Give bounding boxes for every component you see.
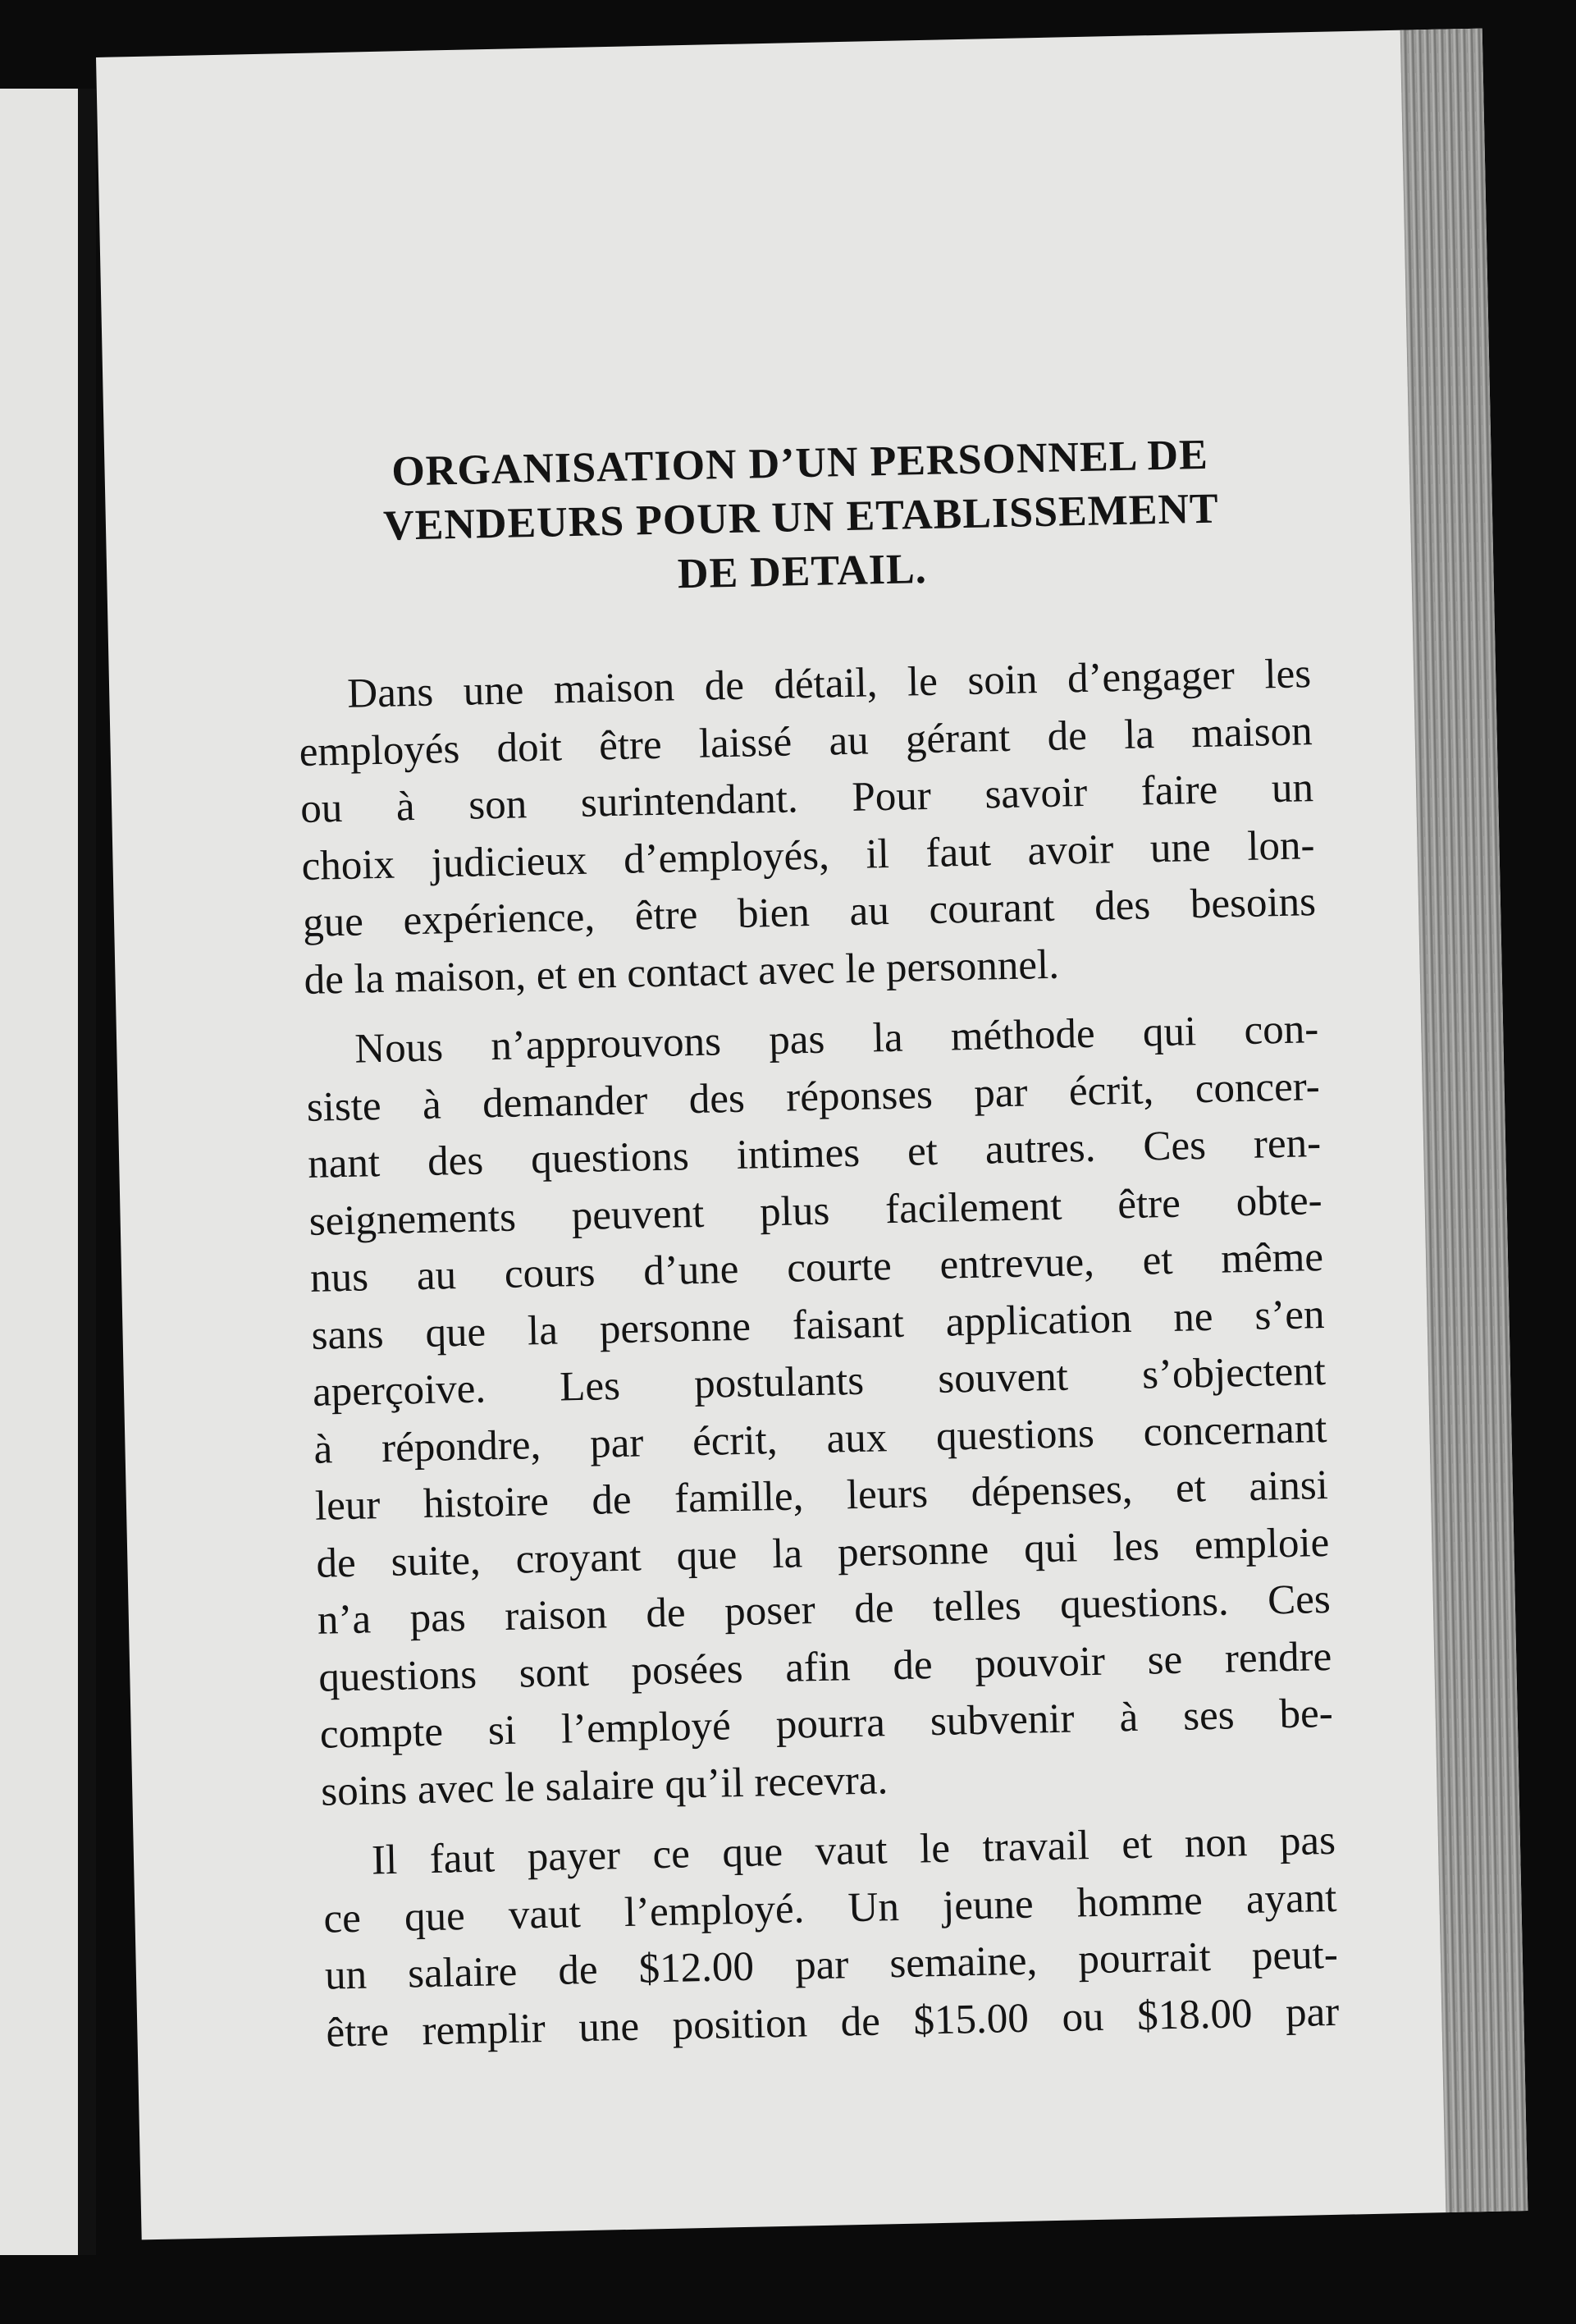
text-line: un salaire de $12.00 par semaine, pourrait peut- [324,1931,1339,1999]
book-page [96,29,1528,2240]
text-line: ou à son surintendant. Pour savoir faire un [299,765,1314,832]
chapter-heading [293,426,1309,610]
text-line: Il faut payer ce que vaut le travail et non pas [371,1817,1336,1884]
page-text [293,426,1340,2075]
text-line: de suite, croyant que la personne qui les emploie [315,1519,1330,1587]
paragraph-1 [298,646,1318,1009]
text-line: ce que vaut l’employé. Un jeune homme ayant [322,1874,1337,1942]
left-page-margin [0,89,78,2255]
text-line: sans que la personne faisant application ne s’en [311,1291,1325,1359]
page-fore-edge [1400,29,1528,2213]
heading-line-3: DE DETAIL. [677,545,928,598]
paragraph-2 [305,1001,1335,1821]
text-line: Dans une maison de détail, le soin d’engager les [346,651,1312,717]
text-line: choix judicieux d’employés, il faut avoir une lon- [301,821,1316,890]
text-line: questions sont posées afin de pouvoir se rendre [317,1633,1332,1701]
text-line: soins avec le salaire qu’il recevra. [320,1756,888,1815]
text-line: de la maison, et en contact avec le personnel. [304,941,1060,1004]
text-line: employés doit être laissé au gérant de la maison [299,707,1313,775]
text-line: gue expérience, être bien au courant des besoins [302,879,1317,946]
text-line: nus au cours d’une courte entrevue, et même [309,1233,1324,1302]
text-line: seignements peuvent plus facilement être obte- [308,1177,1323,1245]
text-line: Nous n’approuvons pas la méthode qui con- [354,1006,1319,1073]
heading-line-1: ORGANISATION D’UN PERSONNEL DE [391,431,1209,496]
text-line: n’a pas raison de poser de telles questions. Ces [317,1576,1332,1644]
text-line: compte si l’employé pourra subvenir à ses be- [319,1690,1334,1758]
text-line: siste à demander des réponses par écrit, concer- [306,1063,1321,1131]
text-line: aperçoive. Les postulants souvent s’objectent [312,1347,1327,1416]
heading-line-2: VENDEURS POUR UN ETABLISSEMENT [382,485,1220,550]
text-line: leur histoire de famille, leurs dépenses, et ainsi [314,1462,1329,1530]
text-line: nant des questions intimes et autres. Ces ren- [307,1120,1322,1187]
paragraph-3 [322,1813,1340,2062]
text-line: être remplir une position de $15.00 ou $18.00 par [325,1988,1340,2056]
book-gutter [78,89,96,2255]
text-line: à répondre, par écrit, aux questions concernant [313,1405,1327,1473]
